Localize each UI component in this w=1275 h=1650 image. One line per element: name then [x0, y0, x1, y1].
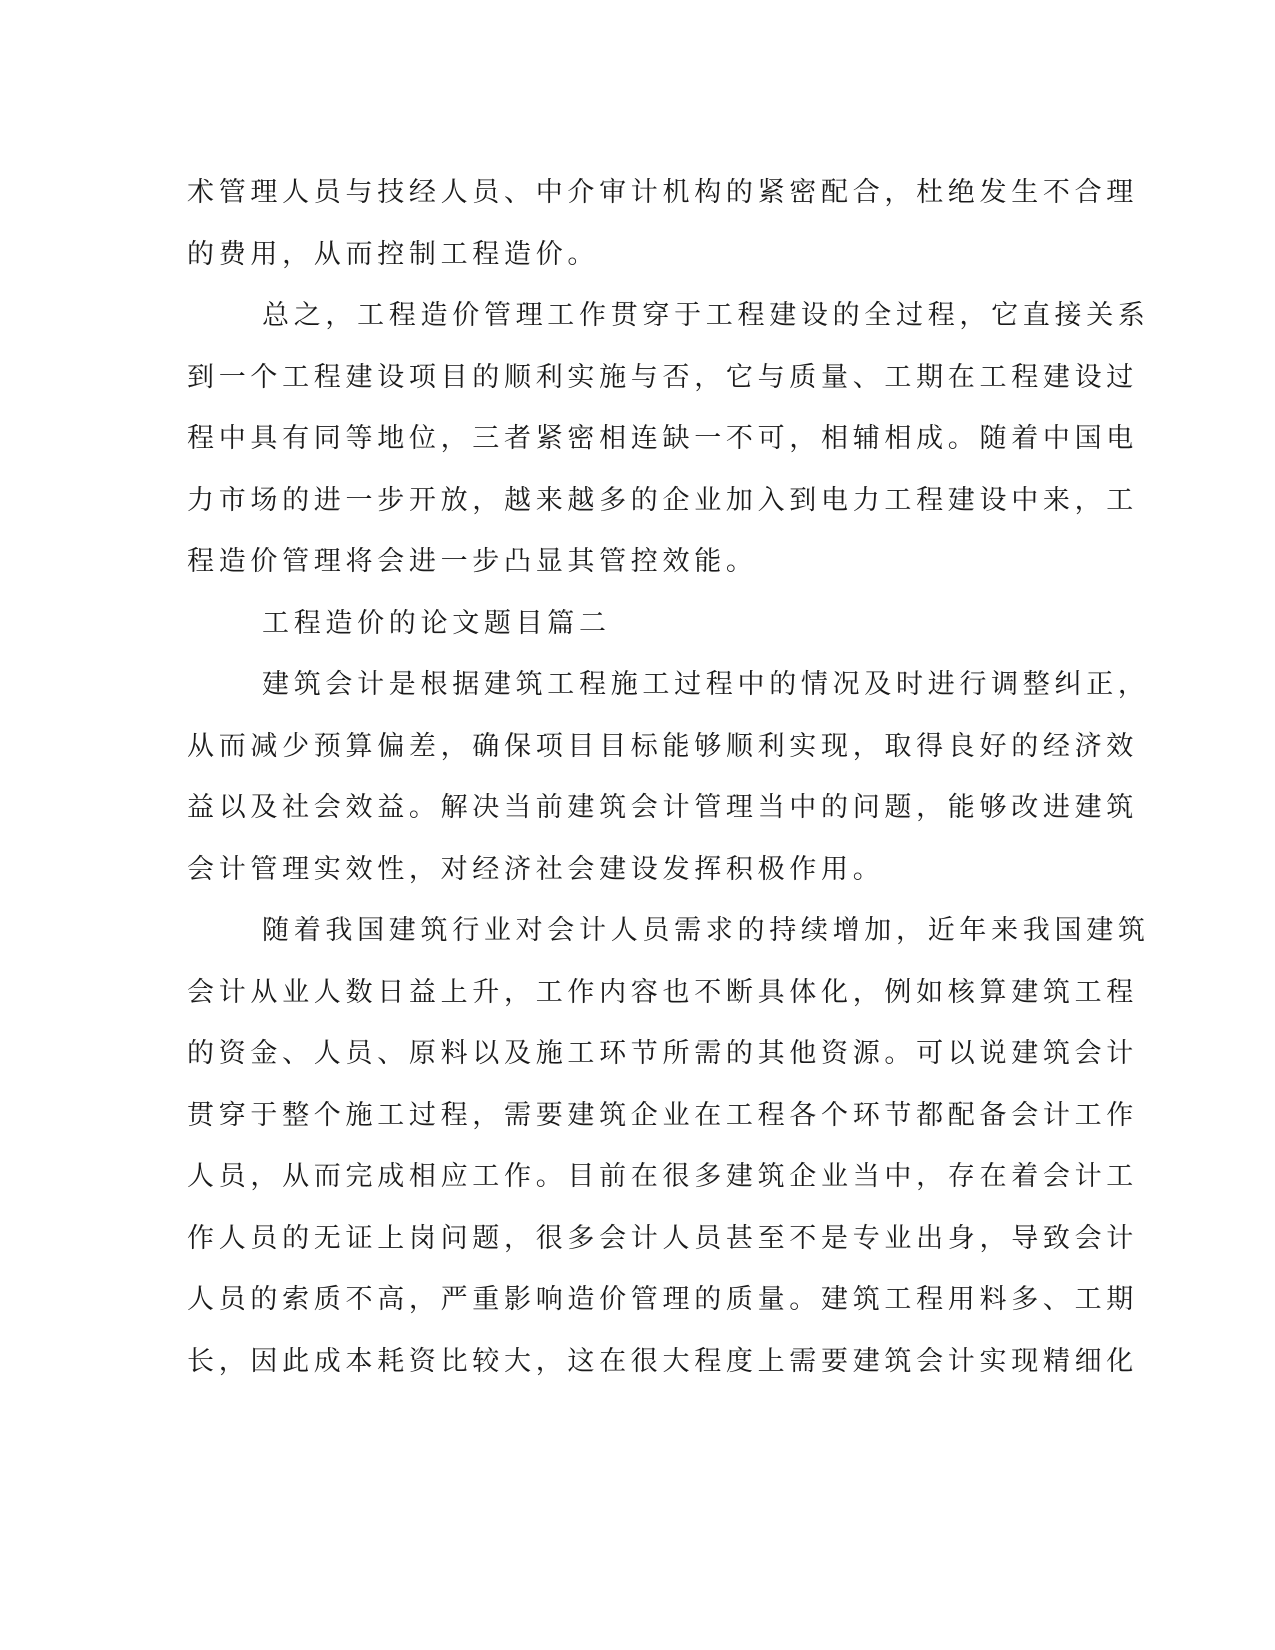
text-line: 从而减少预算偏差，确保项目目标能够顺利实现，取得良好的经济效 [187, 730, 1138, 762]
section-heading [187, 593, 1087, 655]
text-line: 作人员的无证上岗问题，很多会计人员甚至不是专业出身，导致会计 [187, 1222, 1138, 1254]
text-line: 程中具有同等地位，三者紧密相连缺一不可，相辅相成。随着中国电 [187, 423, 1138, 454]
text-line: 随着我国建筑行业对会计人员需求的持续增加，近年来我国建筑 [262, 915, 1150, 946]
text-line: 程造价管理将会进一步凸显其管控效能。 [187, 546, 758, 577]
text-line: 建筑会计是根据建筑工程施工过程中的情况及时进行调整纠正， [262, 669, 1150, 700]
paragraph-accounting-status [187, 900, 1150, 1392]
text-line: 的资金、人员、原料以及施工环节所需的其他资源。可以说建筑会计 [187, 1038, 1138, 1069]
text-line: 会计管理实效性，对经济社会建设发挥积极作用。 [187, 853, 885, 885]
text-line: 力市场的进一步开放，越来越多的企业加入到电力工程建设中来，工 [187, 484, 1138, 516]
text-line: 工程造价的论文题目篇二 [262, 607, 611, 639]
text-line: 到一个工程建设项目的顺利实施与否，它与质量、工期在工程建设过 [187, 361, 1138, 393]
text-line: 长，因此成本耗资比较大，这在很大程度上需要建筑会计实现精细化 [187, 1345, 1138, 1377]
text-line: 的费用，从而控制工程造价。 [187, 238, 600, 270]
text-line: 会计从业人数日益上升，工作内容也不断具体化，例如核算建筑工程 [187, 976, 1138, 1008]
text-line: 人员，从而完成相应工作。目前在很多建筑企业当中，存在着会计工 [187, 1161, 1138, 1192]
document-body [187, 162, 1150, 1392]
paragraph-continuation [187, 162, 1138, 285]
text-line: 贯穿于整个施工过程，需要建筑企业在工程各个环节都配备会计工作 [187, 1099, 1138, 1131]
text-line: 总之，工程造价管理工作贯穿于工程建设的全过程，它直接关系 [262, 300, 1150, 331]
paragraph-accounting-intro [187, 654, 1150, 900]
text-line: 人员的索质不高，严重影响造价管理的质量。建筑工程用料多、工期 [187, 1284, 1138, 1315]
text-line: 益以及社会效益。解决当前建筑会计管理当中的问题，能够改进建筑 [187, 792, 1138, 823]
text-line: 术管理人员与技经人员、中介审计机构的紧密配合，杜绝发生不合理 [187, 177, 1138, 208]
paragraph-summary [187, 285, 1150, 593]
